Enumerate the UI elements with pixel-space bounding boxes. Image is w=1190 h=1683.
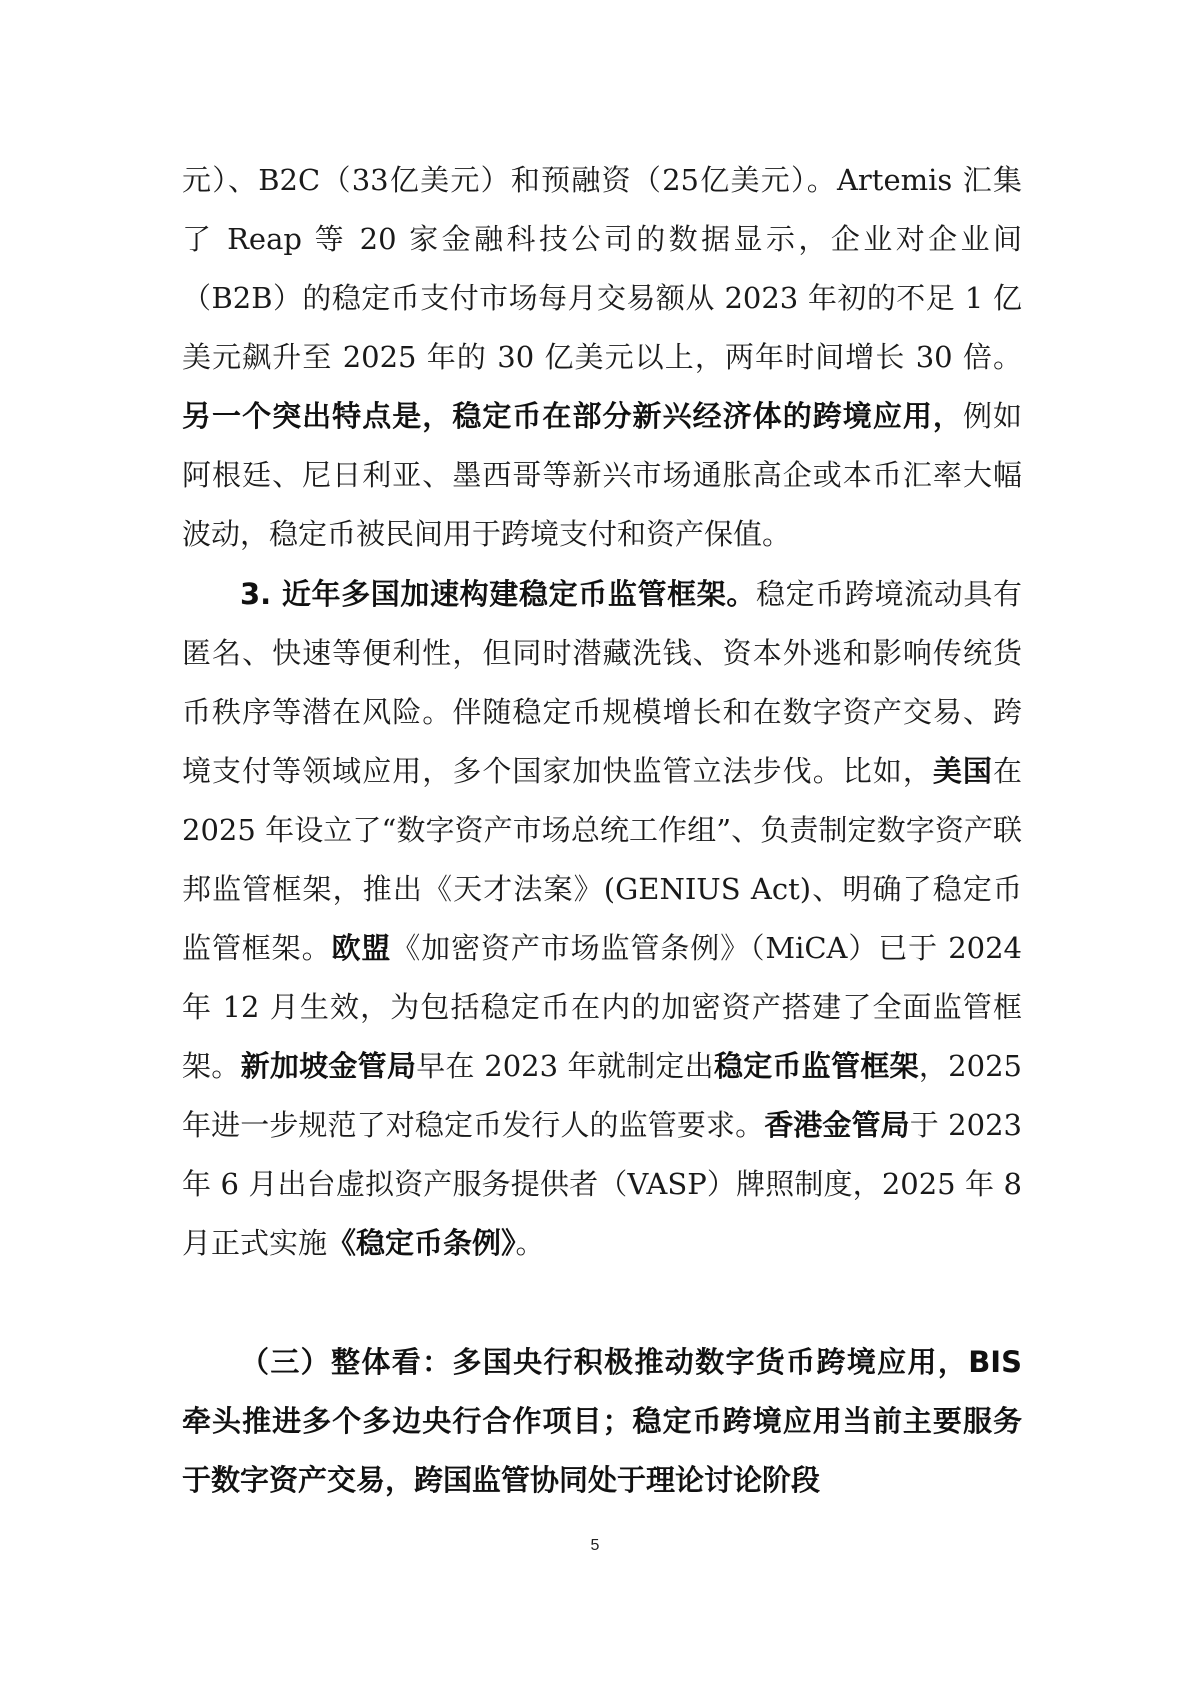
- paragraph-text: 于 2023 年 6 月出台虚拟资产服务提供者（VASP）牌照制度，2025 年 8 月正式实施: [182, 1108, 1022, 1260]
- paragraph-text: 。: [515, 1226, 545, 1260]
- section-summary: [182, 1333, 1022, 1510]
- bold-framework: 稳定币监管框架: [713, 1049, 919, 1083]
- bold-highlight: 另一个突出特点是，稳定币在部分新兴经济体的跨境应用，: [182, 399, 963, 433]
- paragraph-text: 元）、B2C（33亿美元）和预融资（25亿美元）。Artemis 汇集了 Reap 等 20 家金融科技公司的数据显示，企业对企业间（B2B）的稳定币支付市场每月交易额从 2023 年初的不足 1 亿美元飙升至 2025 年的 30 亿美元以上，两年时间增长 30 倍。: [182, 163, 1022, 374]
- paragraph-text: 早在 2023 年就制定出: [416, 1049, 714, 1083]
- paragraph-text: 在 2025 年设立了“数字资产市场总统工作组”、负责制定数字资产联邦监管框架，推出《天才法案》(GENIUS Act)、明确了稳定币监管框架。: [182, 754, 1022, 965]
- section-summary-heading: （三）整体看：多国央行积极推动数字货币跨境应用，BIS 牵头推进多个多边央行合作项目；稳定币跨境应用当前主要服务于数字资产交易，跨国监管协同处于理论讨论阶段: [182, 1345, 1022, 1497]
- bold-entity-eu: 欧盟: [331, 931, 392, 965]
- paragraph-stablecoin-market: [182, 151, 1022, 564]
- bold-entity-hkma: 香港金管局: [764, 1108, 910, 1142]
- page-number: 5: [590, 1537, 600, 1554]
- paragraph-text: ，2025 年进一步规范了对稳定币发行人的监管要求。: [182, 1049, 1022, 1142]
- bold-ordinance: 《稳定币条例》: [327, 1226, 516, 1260]
- paragraph-text: 《加密资产市场监管条例》（MiCA）已于 2024 年 12 月生效，为包括稳定币在内的加密资产搭建了全面监管框架。: [182, 931, 1022, 1083]
- bold-entity-mas: 新加坡金管局: [240, 1049, 417, 1083]
- paragraph-text: 稳定币跨境流动具有匿名、快速等便利性，但同时潜藏洗钱、资本外逃和影响传统货币秩序等潜在风险。伴随稳定币规模增长和在数字资产交易、跨境支付等领域应用，多个国家加快监管立法步伐。比如，: [182, 577, 1022, 788]
- section-heading: 3. 近年多国加速构建稳定币监管框架。: [240, 577, 756, 611]
- paragraph-regulatory-frameworks: [182, 565, 1022, 1273]
- bold-entity-us: 美国: [932, 754, 993, 788]
- paragraph-text: 例如阿根廷、尼日利亚、墨西哥等新兴市场通胀高企或本币汇率大幅波动，稳定币被民间用于跨境支付和资产保值。: [182, 399, 1022, 551]
